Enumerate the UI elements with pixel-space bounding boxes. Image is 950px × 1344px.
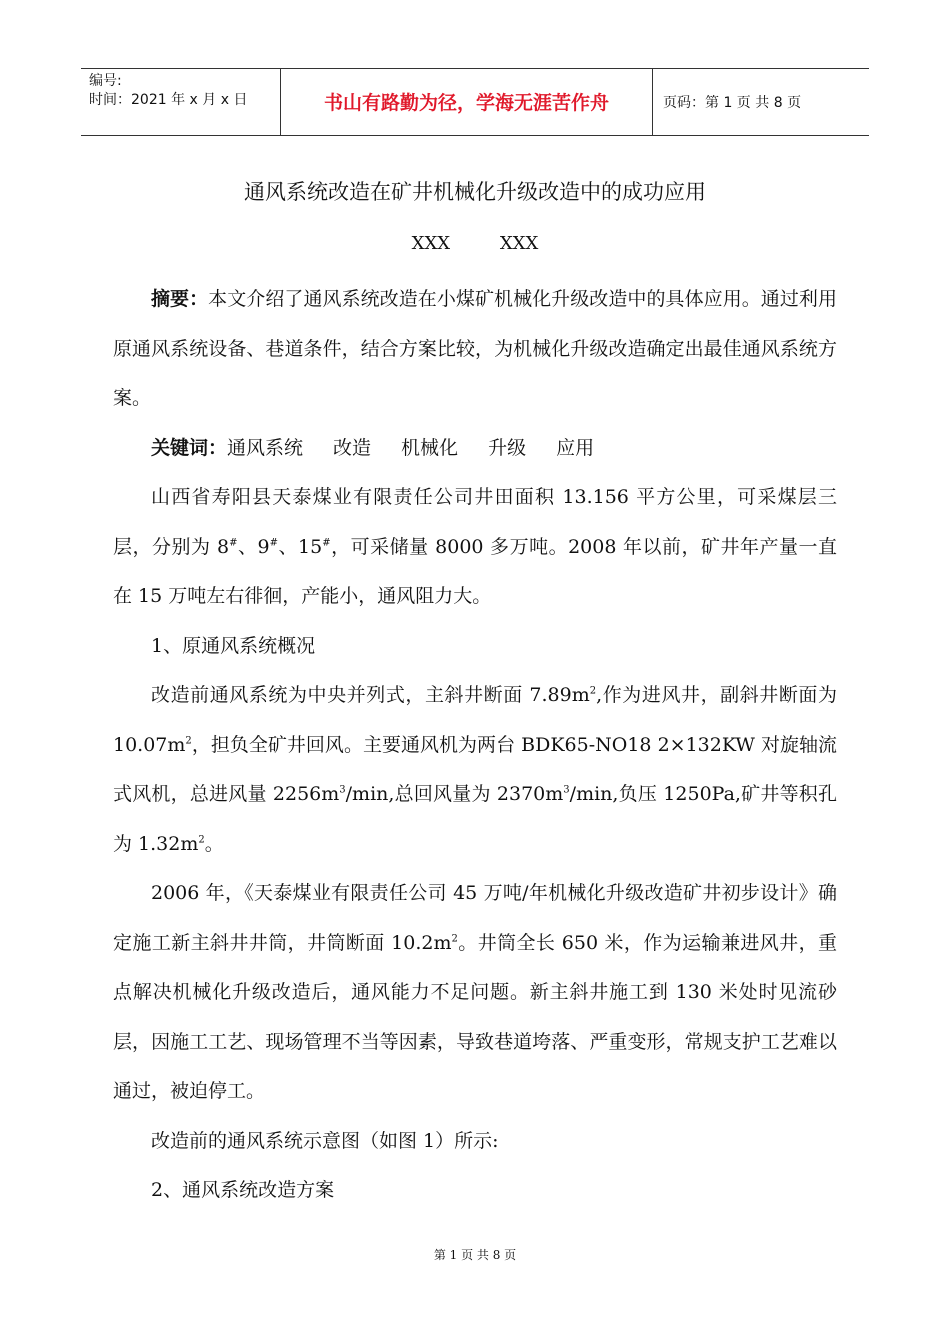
document-body: [113, 275, 837, 1216]
text-run: 2006 年，《天泰煤业有限责任公司 45 万吨/年机械化升级改造矿井初步设计》确定施工新主斜井井筒，井筒断面 10.2m: [113, 882, 837, 954]
paragraph-intro: [113, 473, 837, 622]
superscript: 2: [451, 933, 458, 945]
seam-mark: #: [269, 537, 279, 549]
paragraph-figure-ref: 改造前的通风系统示意图（如图 1）所示:: [151, 1129, 499, 1152]
keywords: [113, 424, 837, 474]
superscript: 3: [339, 784, 346, 796]
superscript: 2: [589, 685, 597, 697]
text-run: 、15: [278, 535, 323, 558]
abstract: [113, 275, 837, 424]
abstract-text: 本文介绍了通风系统改造在小煤矿机械化升级改造中的具体应用。通过利用原通风系统设备、巷道条件，结合方案比较，为机械化升级改造确定出最佳通风系统方案。: [113, 288, 837, 409]
text-run: 。: [204, 832, 224, 855]
text-run: ，担负全矿井回风。主要通风机为两台 BDK65-NO18 2×132KW 对旋轴流式风机，总进风量 2256m: [113, 733, 837, 805]
text-run: 改造前通风系统为中央并列式，主斜井断面 7.89m: [151, 684, 590, 706]
keyword-1: 通风系统: [227, 436, 304, 459]
paragraph-original-system: [113, 671, 837, 869]
page-info: 页码：第 1 页 共 8 页: [663, 95, 802, 111]
document-title: 通风系统改造在矿井机械化升级改造中的成功应用: [244, 180, 706, 204]
section-heading-2: 2、通风系统改造方案: [151, 1179, 335, 1201]
keyword-3: 机械化: [401, 436, 459, 459]
seam-mark: #: [229, 537, 238, 549]
text-run: 山西省寿阳县天泰煤业有限责任公司井田面积 13.156 平方公里，可采煤层三层，分别为 8: [113, 486, 837, 558]
header-table: [81, 68, 869, 136]
paragraph-2006: [113, 869, 837, 1117]
text-run: ,作为进风井，副斜井断面为 10.07m: [113, 684, 837, 756]
keyword-2: 改造: [333, 436, 372, 459]
text-run: ，可采储量 8000 多万吨。2008 年以前，矿井年产量一直在 15 万吨左右徘徊，产能小，通风阻力大。: [113, 535, 837, 607]
author-1: XXX: [411, 233, 451, 254]
section-heading-1: 1、原通风系统概况: [151, 634, 316, 657]
abstract-label: 摘要：: [151, 288, 209, 310]
authors: [0, 233, 950, 254]
superscript: 2: [198, 834, 205, 846]
text-run: 。井筒全长 650 米，作为运输兼进风井，重点解决机械化升级改造后，通风能力不足问题。新主斜井施工到 130 米处时见流砂层，因施工工艺、现场管理不当等因素，导致巷道垮落、严重变形，常规支护工艺难以通过，被迫停工。: [113, 931, 837, 1102]
seam-mark: #: [322, 537, 331, 549]
text-run: /min,负压 1250Pa,矿井等积孔为 1.32m: [113, 783, 837, 855]
text-run: /min,总回风量为 2370m: [345, 783, 564, 805]
keyword-5: 应用: [556, 436, 595, 459]
time-label: 时间：2021 年 x 月 x 日: [89, 92, 248, 108]
keyword-4: 升级: [488, 436, 527, 459]
superscript: 3: [563, 784, 570, 796]
number-label: 编号:: [89, 73, 122, 89]
author-2: XXX: [499, 233, 539, 254]
header-meta-cell: [81, 69, 281, 135]
page-footer: 第 1 页 共 8 页: [433, 1248, 517, 1262]
superscript: 2: [185, 735, 192, 747]
keywords-label: 关键词：: [151, 436, 228, 459]
motto: 书山有路勤为径，学海无涯苦作舟: [281, 69, 653, 135]
text-run: 、9: [237, 535, 270, 558]
